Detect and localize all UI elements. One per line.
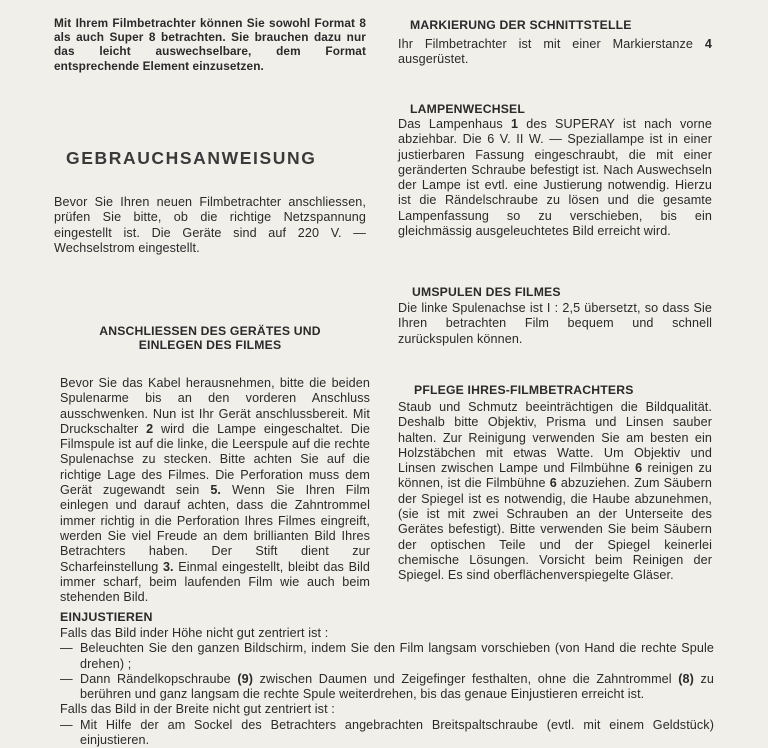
anschliessen-heading-line2: EINLEGEN DES FILMES [138, 338, 282, 352]
ref-number-4: 4 [704, 37, 712, 51]
umspulen-text: Die linke Spulenachse ist I : 2,5 übersetzt, so dass Sie Ihren betrachten Film bequem und schnell zurückspulen können. [398, 301, 712, 346]
einjustieren-item-raendel [60, 672, 714, 703]
ref-number-8: (8) [678, 671, 694, 686]
einjustieren-section [60, 610, 714, 748]
anschliessen-text-2: wird die Lampe eingeschaltet. Die Filmspule ist auf die linke, die Leerspule auf die rechte Spulenachse zu stecken. Bitte achten Sie auf die richtige Lage des Filmes. Die Perforation muss dem Gerät zugewandt sein [60, 421, 370, 498]
einjustieren-heading: EINJUSTIEREN [60, 610, 153, 624]
anschliessen-heading-line1: ANSCHLIESSEN DES GERÄTES UND [99, 324, 321, 338]
einjustieren-breite-condition: Falls das Bild in der Breite nicht gut zentriert ist : [60, 702, 335, 717]
page-title: GEBRAUCHSANWEISUNG [66, 148, 317, 168]
anschliessen-text-4: Einmal eingestellt, bleibt das Bild immer scharf, beim laufenden Film wie auch beim stehenden Bild. [60, 559, 370, 605]
ref-number-2: 2 [146, 421, 154, 436]
ref-number-6b: 6 [549, 476, 557, 491]
einjustieren-item2-text-1: Dann Rändelkopschraube [80, 671, 238, 686]
einjustieren-hoehe-condition: Falls das Bild inder Höhe nicht gut zentriert ist : [60, 626, 329, 640]
umspulen-heading: UMSPULEN DES FILMES [412, 285, 561, 299]
markierung-section [398, 18, 712, 68]
lampenwechsel-heading: LAMPENWECHSEL [410, 102, 525, 116]
pflege-heading: PFLEGE IHRES-FILMBETRACHTERS [414, 383, 634, 397]
einjustieren-item2-text-2: zwischen Daumen und Zeigefinger festhalten, ohne die Zahntrommel [253, 671, 679, 686]
einjustieren-item2-text-3: zu berühren und ganz langsam die rechte Spule weiterdrehen, bis das genaue Einjustieren erreicht ist. [80, 671, 715, 702]
lampenwechsel-text-2: des SUPERAY ist nach vorne abziehbar. Die 6 V. II W. — Speziallampe ist in einer justierbaren Fassung eingeschraubt, die mit einer geränderten Schraube befestigt ist. Nach Auswechseln der Lampe ist evtl. eine Justierung notwendig. Hierzu ist die Rändelschraube zu lösen und die gesamte Lampenfassung so zu verschieben, bis ein gleichmässig ausgeleuchtetes Bild erreicht wird. [398, 117, 713, 239]
pflege-text-1: Staub und Schmutz beeinträchtigen die Bildqualität. Deshalb bitte Objektiv, Prisma und Linsen sauber halten. Zur Reinigung verwenden Sie am besten ein Holzstäbchen mit etwas Watte. Um Objektiv und Linsen zwischen Lampe und Filmbühne [398, 400, 712, 476]
pflege-section [398, 383, 712, 584]
intro-paragraph: Mit Ihrem Filmbetrachter können Sie sowohl Format 8 als auch Super 8 betrachten. Sie brauchen dazu nur das leicht auswechselbare, dem Format entsprechende Element einzusetzen. [54, 16, 366, 73]
markierung-heading: MARKIERUNG DER SCHNITTSTELLE [410, 18, 632, 32]
lampenwechsel-text-1: Das Lampenhaus [398, 117, 511, 131]
pflege-text-2: reinigen zu können, ist die Filmbühne [398, 461, 712, 491]
anschliessen-text-1: Bevor Sie das Kabel herausnehmen, bitte die beiden Spulenarme bis an den vorderen Anschluss ausschwenken. Nun ist Ihr Gerät anschlussbereit. Mit Druckschalter [60, 376, 370, 436]
ref-number-9: (9) [237, 671, 254, 686]
einjustieren-item-beleuchten: — Beleuchten Sie den ganzen Bildschirm, indem Sie den Film langsam vorschieben (von Hand die rechte Spule drehen) ; [60, 641, 714, 672]
ref-number-5: 5. [210, 483, 222, 498]
lampenwechsel-section [398, 102, 712, 239]
anschliessen-text-3: Wenn Sie Ihren Film einlegen und darauf achten, dass die Zahntrommel immer richtig in die Perforation Ihres Filmes eingreift, werden Sie viel Freude an dem brillianten Bild Ihres Betrachters haben. Der Stift dient zur Scharfeinstellung [60, 483, 370, 574]
pflege-text-3: abzuziehen. Zum Säubern der Spiegel ist es notwendig, die Haube abzunehmen, (sie ist mit zwei Schrauben an der Unterseite des Gerätes befestigt). Bitte verwenden Sie beim Säubern der optischen Teile und der Spiegel keinerlei chemische Lösungen. Vorsicht beim Reinigen der Spiegel. Es sind oberflächenverspiegelte Gläser. [398, 476, 712, 583]
anschliessen-body [60, 376, 370, 605]
ref-number-6a: 6 [635, 461, 643, 476]
ref-number-1: 1 [510, 117, 519, 131]
markierung-text-1: Ihr Filmbetrachter ist mit einer Markierstanze [398, 37, 705, 51]
markierung-text-2: ausgerüstet. [398, 52, 469, 67]
intro-before-text: Bevor Sie Ihren neuen Filmbetrachter anschliessen, prüfen Sie bitte, ob die richtige Netzspannung eingestellt ist. Die Geräte sind auf 220 V. — Wechselstrom eingestellt. [54, 195, 366, 255]
ref-number-3: 3. [162, 559, 174, 574]
anschliessen-heading [60, 324, 360, 352]
umspulen-section [398, 285, 712, 347]
einjustieren-item-breitspalt: — Mit Hilfe der am Sockel des Betrachters angebrachten Breitspaltschraube (evtl. mit einem Geldstück) einjustieren. [60, 718, 714, 748]
